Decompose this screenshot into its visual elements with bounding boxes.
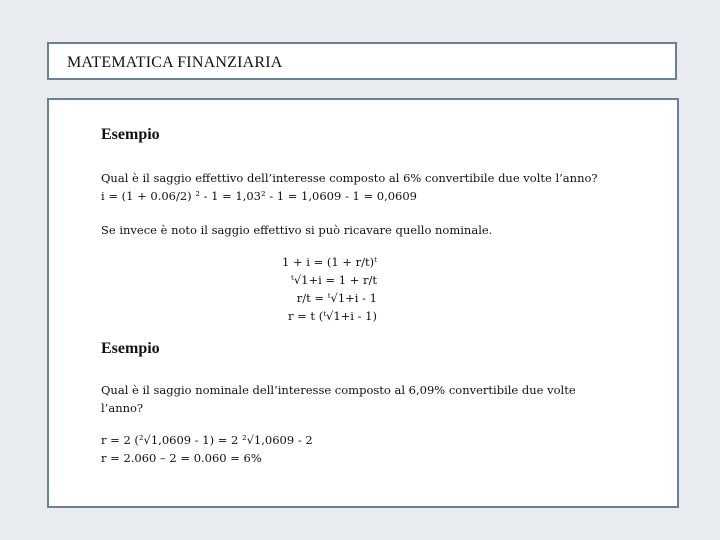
example-2-calc-line-1: r = 2 (²√1,0609 - 1) = 2 ²√1,0609 - 2 (101, 433, 313, 447)
example-1-calculation: i = (1 + 0.06/2) ² - 1 = 1,03² - 1 = 1,0609 - 1 = 0,0609 (101, 189, 417, 203)
formula-line-3: r/t = ᵗ√1+i - 1 (296, 291, 377, 305)
formula-line-4: r = t (ᵗ√1+i - 1) (287, 309, 377, 323)
formula-line-2: ᵗ√1+i = 1 + r/t (291, 273, 377, 287)
example-2-question-line-1: Qual è il saggio nominale dell’interesse composto al 6,09% convertibile due volte (101, 383, 576, 397)
example-1-question: Qual è il saggio effettivo dell’interesse composto al 6% convertibile due volte l’anno? (101, 171, 598, 185)
example-2-question-line-2: l’anno? (101, 401, 144, 415)
example-1-heading: Esempio (101, 126, 160, 143)
content-panel (47, 98, 679, 508)
example-2-heading: Esempio (101, 340, 160, 357)
example-1-note: Se invece è noto il saggio effettivo si può ricavare quello nominale. (101, 223, 493, 237)
page-title: MATEMATICA FINANZIARIA (67, 54, 283, 71)
title-bar (47, 42, 677, 80)
formula-line-1: 1 + i = (1 + r/t)ᵗ (282, 255, 377, 269)
example-2-calc-line-2: r = 2.060 – 2 = 0.060 = 6% (101, 451, 262, 465)
